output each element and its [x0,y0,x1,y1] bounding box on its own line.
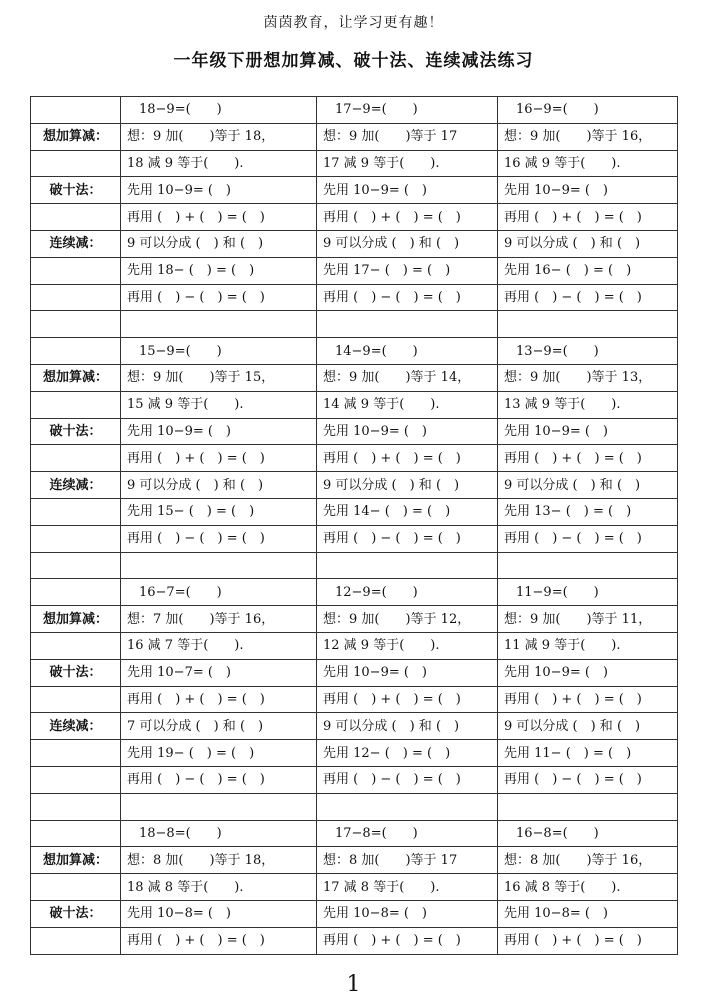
step-cell: 16 减 7 等于( ). [121,632,317,659]
step-row [31,230,678,257]
problem-row [31,338,678,365]
page-header: 茵茵教育，让学习更有趣！ [263,15,444,31]
problem-cell: 16−9=( ) [498,97,678,124]
step-cell: 再用 ( ) + ( ) = ( ) [317,927,498,954]
step-cell: 先用 13− ( ) = ( ) [498,498,678,525]
step-row [31,257,678,284]
row-label [31,150,121,177]
step-cell: 想：9 加( )等于 13， [498,364,678,391]
problem-row [31,579,678,606]
step-cell: 先用 10−9= ( ) [317,177,498,204]
problem-cell: 16−8=( ) [498,820,678,847]
blank-cell [121,552,317,579]
step-row [31,364,678,391]
step-cell: 再用 ( ) − ( ) = ( ) [121,525,317,552]
step-cell: 再用 ( ) + ( ) = ( ) [498,927,678,954]
row-label [31,257,121,284]
step-cell: 16 减 9 等于( ). [498,150,678,177]
step-cell: 9 可以分成 ( ) 和 ( ) [498,472,678,499]
step-cell: 再用 ( ) + ( ) = ( ) [121,445,317,472]
step-row [31,606,678,633]
step-cell: 再用 ( ) − ( ) = ( ) [317,525,498,552]
step-cell: 想：8 加( )等于 16， [498,847,678,874]
step-cell: 再用 ( ) + ( ) = ( ) [121,204,317,231]
step-row [31,686,678,713]
row-label [31,525,121,552]
step-cell: 想：7 加( )等于 16， [121,606,317,633]
step-cell: 先用 10−9= ( ) [498,659,678,686]
step-cell: 想：9 加( )等于 14， [317,364,498,391]
step-cell: 再用 ( ) − ( ) = ( ) [498,525,678,552]
blank-cell [121,311,317,338]
row-label [31,686,121,713]
step-cell: 先用 18− ( ) = ( ) [121,257,317,284]
step-cell: 先用 10−9= ( ) [498,177,678,204]
row-label [31,632,121,659]
row-label [31,579,121,606]
problem-row [31,820,678,847]
row-label: 想加算减： [31,123,121,150]
row-label [31,820,121,847]
row-label [31,793,121,820]
step-cell: 9 可以分成 ( ) 和 ( ) [317,230,498,257]
step-cell: 想：9 加( )等于 11， [498,606,678,633]
step-cell: 再用 ( ) − ( ) = ( ) [121,766,317,793]
step-cell: 再用 ( ) − ( ) = ( ) [498,284,678,311]
row-label [31,204,121,231]
step-cell: 再用 ( ) + ( ) = ( ) [317,204,498,231]
blank-cell [317,793,498,820]
problem-row [31,97,678,124]
row-label: 连续减： [31,230,121,257]
step-row [31,766,678,793]
step-row [31,847,678,874]
row-label: 想加算减： [31,606,121,633]
step-cell: 想：9 加( )等于 15， [121,364,317,391]
row-label [31,311,121,338]
blank-cell [121,793,317,820]
step-cell: 再用 ( ) + ( ) = ( ) [317,445,498,472]
problem-cell: 17−9=( ) [317,97,498,124]
step-cell: 12 减 9 等于( ). [317,632,498,659]
step-cell: 11 减 9 等于( ). [498,632,678,659]
row-label [31,498,121,525]
spacer-row [31,311,678,338]
step-row [31,472,678,499]
row-label [31,338,121,365]
step-cell: 18 减 9 等于( ). [121,150,317,177]
step-cell: 18 减 8 等于( ). [121,874,317,901]
step-row [31,525,678,552]
step-row [31,391,678,418]
row-label [31,766,121,793]
step-row [31,498,678,525]
step-cell: 想：9 加( )等于 16， [498,123,678,150]
step-row [31,418,678,445]
step-cell: 先用 10−9= ( ) [121,177,317,204]
problem-cell: 13−9=( ) [498,338,678,365]
row-label: 连续减： [31,472,121,499]
problem-cell: 16−7=( ) [121,579,317,606]
step-cell: 9 可以分成 ( ) 和 ( ) [498,230,678,257]
row-label: 破十法： [31,418,121,445]
step-row [31,659,678,686]
step-cell: 再用 ( ) + ( ) = ( ) [498,686,678,713]
step-cell: 先用 19− ( ) = ( ) [121,740,317,767]
step-row [31,874,678,901]
step-cell: 先用 10−9= ( ) [317,418,498,445]
step-cell: 想：8 加( )等于 17 [317,847,498,874]
blank-cell [498,311,678,338]
row-label [31,97,121,124]
step-cell: 先用 12− ( ) = ( ) [317,740,498,767]
step-cell: 再用 ( ) − ( ) = ( ) [317,766,498,793]
row-label [31,445,121,472]
problem-cell: 17−8=( ) [317,820,498,847]
step-row [31,927,678,954]
blank-cell [498,793,678,820]
step-cell: 想：9 加( )等于 18， [121,123,317,150]
step-row [31,177,678,204]
problem-cell: 12−9=( ) [317,579,498,606]
row-label [31,391,121,418]
step-cell: 9 可以分成 ( ) 和 ( ) [317,472,498,499]
step-cell: 想：8 加( )等于 18， [121,847,317,874]
step-cell: 再用 ( ) − ( ) = ( ) [121,284,317,311]
step-cell: 9 可以分成 ( ) 和 ( ) [121,230,317,257]
step-cell: 再用 ( ) + ( ) = ( ) [317,686,498,713]
step-cell: 9 可以分成 ( ) 和 ( ) [317,713,498,740]
worksheet-table [30,96,678,955]
row-label: 想加算减： [31,847,121,874]
blank-cell [317,311,498,338]
step-row [31,740,678,767]
row-label [31,874,121,901]
step-cell: 16 减 8 等于( ). [498,874,678,901]
step-cell: 先用 10−9= ( ) [121,418,317,445]
step-cell: 7 可以分成 ( ) 和 ( ) [121,713,317,740]
step-cell: 先用 17− ( ) = ( ) [317,257,498,284]
problem-cell: 18−9=( ) [121,97,317,124]
step-cell: 再用 ( ) + ( ) = ( ) [121,927,317,954]
row-label: 破十法： [31,659,121,686]
step-row [31,445,678,472]
row-label: 连续减： [31,713,121,740]
spacer-row [31,793,678,820]
step-cell: 先用 10−7= ( ) [121,659,317,686]
problem-cell: 18−8=( ) [121,820,317,847]
step-row [31,150,678,177]
step-cell: 17 减 8 等于( ). [317,874,498,901]
worksheet-title: 一年级下册想加算减、破十法、连续减法练习 [173,51,534,71]
problem-cell: 11−9=( ) [498,579,678,606]
step-cell: 再用 ( ) + ( ) = ( ) [498,204,678,231]
step-cell: 再用 ( ) − ( ) = ( ) [498,766,678,793]
row-label [31,740,121,767]
blank-cell [317,552,498,579]
step-cell: 先用 10−9= ( ) [317,659,498,686]
step-cell: 先用 14− ( ) = ( ) [317,498,498,525]
step-row [31,123,678,150]
step-cell: 13 减 9 等于( ). [498,391,678,418]
step-cell: 再用 ( ) + ( ) = ( ) [498,445,678,472]
row-label: 想加算减： [31,364,121,391]
step-cell: 再用 ( ) + ( ) = ( ) [121,686,317,713]
step-cell: 9 可以分成 ( ) 和 ( ) [121,472,317,499]
problem-cell: 14−9=( ) [317,338,498,365]
step-cell: 先用 10−8= ( ) [121,900,317,927]
step-row [31,204,678,231]
row-label [31,927,121,954]
step-row [31,900,678,927]
step-row [31,284,678,311]
step-cell: 先用 10−8= ( ) [317,900,498,927]
step-cell: 先用 15− ( ) = ( ) [121,498,317,525]
step-cell: 先用 10−9= ( ) [498,418,678,445]
step-cell: 先用 11− ( ) = ( ) [498,740,678,767]
step-cell: 15 减 9 等于( ). [121,391,317,418]
blank-cell [498,552,678,579]
step-cell: 先用 16− ( ) = ( ) [498,257,678,284]
problem-cell: 15−9=( ) [121,338,317,365]
page-number: 1 [346,972,361,997]
row-label [31,284,121,311]
row-label: 破十法： [31,177,121,204]
step-cell: 想：9 加( )等于 12， [317,606,498,633]
step-cell: 14 减 9 等于( ). [317,391,498,418]
step-row [31,632,678,659]
step-cell: 9 可以分成 ( ) 和 ( ) [498,713,678,740]
step-cell: 想：9 加( )等于 17 [317,123,498,150]
step-cell: 先用 10−8= ( ) [498,900,678,927]
row-label: 破十法： [31,900,121,927]
row-label [31,552,121,579]
step-cell: 再用 ( ) − ( ) = ( ) [317,284,498,311]
spacer-row [31,552,678,579]
step-cell: 17 减 9 等于( ). [317,150,498,177]
step-row [31,713,678,740]
